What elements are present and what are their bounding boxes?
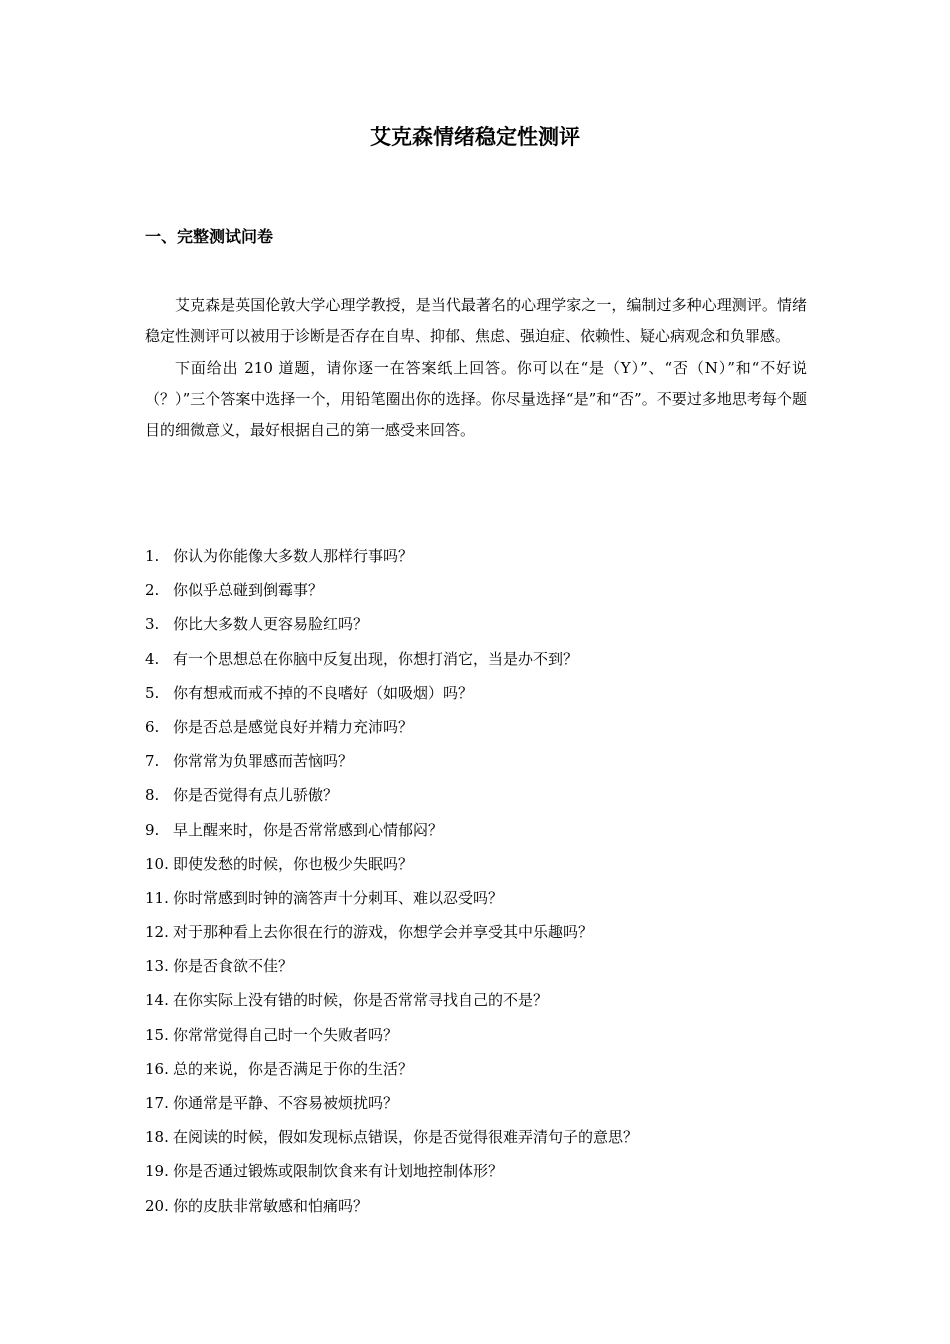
question-item bbox=[145, 815, 807, 849]
question-number: 3. bbox=[145, 615, 160, 634]
question-item bbox=[145, 1054, 807, 1088]
question-number: 5. bbox=[145, 683, 160, 702]
question-number: 20. bbox=[145, 1196, 169, 1215]
question-number: 6. bbox=[145, 717, 160, 736]
question-item bbox=[145, 609, 807, 643]
question-item bbox=[145, 1088, 807, 1122]
question-text: 你常常为负罪感而苦恼吗？ bbox=[173, 752, 354, 771]
question-item bbox=[145, 951, 807, 985]
question-item bbox=[145, 985, 807, 1019]
section-heading: 一、完整测试问卷 bbox=[145, 227, 274, 246]
question-number: 15. bbox=[145, 1025, 169, 1044]
question-item bbox=[145, 1122, 807, 1156]
question-number: 7. bbox=[145, 752, 160, 771]
question-number: 13. bbox=[145, 957, 169, 976]
question-item bbox=[145, 883, 807, 917]
question-item bbox=[145, 780, 807, 814]
question-number: 12. bbox=[145, 923, 169, 942]
question-text: 你似乎总碰到倒霉事？ bbox=[173, 581, 324, 600]
question-text: 在阅读的时候，假如发现标点错误，你是否觉得很难弄清句子的意思？ bbox=[173, 1128, 639, 1147]
question-text: 你认为你能像大多数人那样行事吗？ bbox=[173, 547, 414, 565]
question-text: 你通常是平静、不容易被烦扰吗？ bbox=[173, 1094, 399, 1112]
question-text: 你是否总是感觉良好并精力充沛吗？ bbox=[173, 717, 414, 736]
question-number: 16. bbox=[145, 1059, 169, 1078]
question-item bbox=[145, 1191, 807, 1225]
intro-text bbox=[145, 290, 807, 446]
question-item bbox=[145, 1156, 807, 1190]
question-list bbox=[145, 541, 807, 1225]
question-text: 你是否觉得有点儿骄傲？ bbox=[173, 786, 339, 805]
question-item bbox=[145, 1020, 807, 1054]
question-number: 4. bbox=[145, 649, 160, 668]
question-item bbox=[145, 849, 807, 883]
intro-paragraph: 艾克森是英国伦敦大学心理学教授，是当代最著名的心理学家之一，编制过多种心理测评。情绪稳定性测评可以被用于诊断是否存在自卑、抑郁、焦虑、强迫症、依赖性、疑心病观念和负罪感。 bbox=[145, 296, 807, 345]
document-title: 艾克森情绪稳定性测评 bbox=[370, 124, 580, 149]
question-number: 2. bbox=[145, 581, 160, 600]
question-number: 9. bbox=[145, 820, 160, 839]
question-number: 18. bbox=[145, 1128, 169, 1147]
question-text: 对于那种看上去你很在行的游戏，你想学会并享受其中乐趣吗？ bbox=[173, 923, 594, 942]
question-text: 你是否通过锻炼或限制饮食来有计划地控制体形？ bbox=[173, 1162, 504, 1181]
question-item bbox=[145, 678, 807, 712]
question-number: 11. bbox=[145, 888, 169, 907]
question-item bbox=[145, 712, 807, 746]
question-number: 19. bbox=[145, 1162, 169, 1181]
question-text: 有一个思想总在你脑中反复出现，你想打消它，当是办不到？ bbox=[173, 649, 579, 668]
question-item bbox=[145, 644, 807, 678]
question-text: 你是否食欲不佳？ bbox=[173, 957, 294, 976]
question-number: 8. bbox=[145, 786, 160, 805]
question-item bbox=[145, 917, 807, 951]
question-text: 在你实际上没有错的时候，你是否常常寻找自己的不是？ bbox=[173, 991, 549, 1010]
question-text: 你比大多数人更容易脸红吗？ bbox=[173, 615, 369, 634]
question-text: 早上醒来时，你是否常常感到心情郁闷？ bbox=[173, 820, 444, 839]
question-number: 1. bbox=[145, 547, 160, 565]
question-number: 14. bbox=[145, 991, 169, 1010]
question-item bbox=[145, 575, 807, 609]
question-text: 你常常觉得自己时一个失败者吗？ bbox=[173, 1025, 399, 1044]
question-number: 10. bbox=[145, 854, 169, 873]
question-text: 你时常感到时钟的滴答声十分刺耳、难以忍受吗？ bbox=[173, 888, 504, 907]
question-text: 你的皮肤非常敏感和怕痛吗？ bbox=[173, 1196, 369, 1215]
intro-paragraph: 下面给出 210 道题，请你逐一在答案纸上回答。你可以在“是（Y）”、“否（N）”和“不好说（？）”三个答案中选择一个，用铅笔圈出你的选择。你尽量选择“是”和“否”。不要过多地思考每个题目的细微意义，最好根据自己的第一感受来回答。 bbox=[145, 359, 807, 439]
question-text: 即使发愁的时候，你也极少失眠吗？ bbox=[173, 854, 414, 873]
question-text: 你有想戒而戒不掉的不良嗜好（如吸烟）吗？ bbox=[173, 683, 474, 702]
question-item bbox=[145, 746, 807, 780]
question-item bbox=[145, 541, 807, 575]
question-text: 总的来说，你是否满足于你的生活？ bbox=[173, 1059, 414, 1078]
question-number: 17. bbox=[145, 1094, 169, 1112]
